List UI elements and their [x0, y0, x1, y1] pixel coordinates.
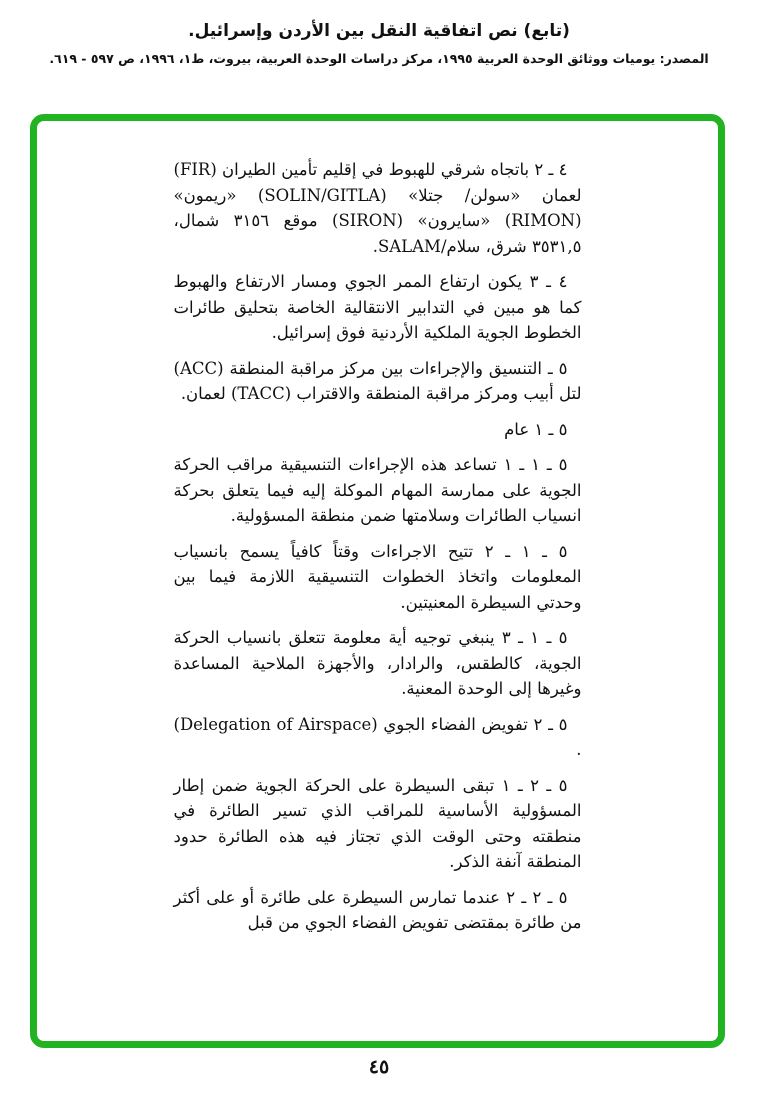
paragraph-5-1-3: ٥ ـ ١ ـ ٣ ينبغي توجيه أية معلومة تتعلق بانسياب الحركة الجوية، كالطقس، والرادار، والأجهزة الملاحية المساعدة وغيرها إلى الوحدة المعنية. — [173, 628, 582, 698]
document-page — [0, 20, 758, 1098]
green-highlight-frame — [30, 114, 725, 1048]
page-number: ٤٥ — [368, 1056, 390, 1078]
paragraph-5-2: ٥ ـ ٢ تفويض الفضاء الجوي (Delegation of Airspace) . — [173, 714, 582, 759]
paragraph-5-2-2: ٥ ـ ٢ ـ ٢ عندما تمارس السيطرة على طائرة أو على أكثر من طائرة بمقتضى تفويض الفضاء الجوي من قبل — [173, 887, 582, 932]
paragraph-5-1-2: ٥ ـ ١ ـ ٢ تتيح الاجراءات وقتاً كافياً يسمح بانسياب المعلومات واتخاذ الخطوات التنسيقية اللازمة فيما بين وحدتي السيطرة المعنيتين. — [173, 541, 582, 612]
paragraph-4-2: ٤ ـ ٢ باتجاه شرقي للهبوط في إقليم تأمين الطيران (FIR) لعمان «سولن/ جتلا» (SOLIN/GITLA) «ريمون» (RIMON) «سايرون» (SIRON) موقع ٣١٥٦ شمال، ٣٥٣١,٥ شرق، سلام/SALAM. — [173, 160, 582, 256]
paragraph-5: ٥ ـ التنسيق والإجراءات بين مركز مراقبة المنطقة (ACC) لتل أبيب ومركز مراقبة المنطقة والاقتراب (TACC) لعمان. — [173, 358, 582, 403]
page-header — [0, 20, 758, 67]
heading-5-1: ٥ ـ ١ عام — [504, 419, 568, 439]
paragraph-5-1-1: ٥ ـ ١ ـ ١ تساعد هذه الإجراءات التنسيقية مراقب الحركة الجوية على ممارسة المهام الموكلة إليه فيما يتعلق بحركة انسياب الطائرات وسلامتها ضمن منطقة المسؤولية. — [173, 455, 582, 525]
paragraph-4-3: ٤ ـ ٣ يكون ارتفاع الممر الجوي ومسار الارتفاع والهبوط كما هو مبين في التدابير الانتقالية الخاصة بتحليق طائرات الخطوط الجوية الملكية الأردنية فوق إسرائيل. — [173, 272, 582, 342]
source-citation: المصدر: يوميات ووثائق الوحدة العربية ١٩٩٥، مركز دراسات الوحدة العربية، بيروت، ط١، ١٩٩٦، ص ٥٩٧ - ٦١٩. — [49, 51, 709, 66]
paragraph-5-2-1: ٥ ـ ٢ ـ ١ تبقى السيطرة على الحركة الجوية ضمن إطار المسؤولية الأساسية للمراقب الذي تسير الطائرة في منطقته وحتى الوقت الذي تجتاز فيه هذه الطائرة حدود المنطقة آنفة الذكر. — [173, 775, 582, 871]
document-body — [174, 157, 582, 936]
document-title: (تابع) نص اتفاقية النقل بين الأردن وإسرائيل. — [188, 21, 570, 41]
